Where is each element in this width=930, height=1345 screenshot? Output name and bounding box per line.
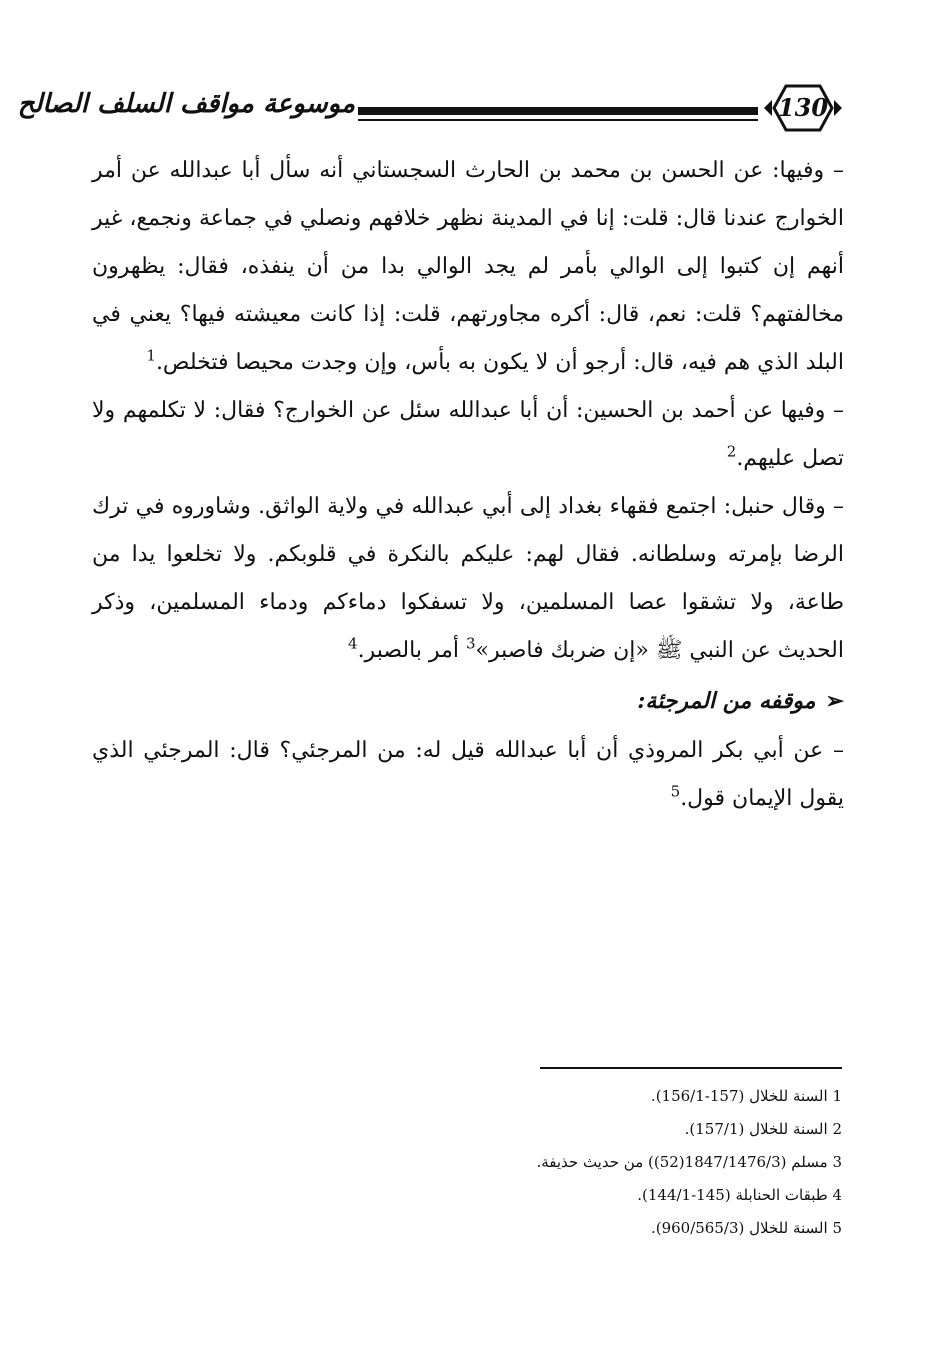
footnote-source: السنة للخلال (749, 1219, 828, 1237)
section-heading (92, 677, 844, 725)
footnote-number: 1 (832, 1087, 842, 1105)
paragraph-tail: أمر بالصبر. (357, 638, 459, 663)
footnote-number: 2 (832, 1120, 842, 1138)
footnote-source: طبقات الحنابلة (735, 1186, 828, 1204)
paragraph-4 (92, 727, 844, 823)
footnote-4 (450, 1179, 842, 1212)
footnote-location: (960/565/3). (650, 1219, 745, 1237)
footnote-location: (157-156/1). (650, 1087, 745, 1105)
section-heading-text: موقفه من المرجئة: (637, 688, 816, 714)
page-header (17, 76, 845, 146)
footnote-separator (540, 1067, 842, 1069)
page-number-badge (762, 78, 844, 138)
footnote-5 (450, 1212, 842, 1245)
footnote-number: 4 (832, 1186, 842, 1204)
footnote-number: 3 (832, 1153, 842, 1171)
footnote-reference[interactable]: 3 (465, 634, 476, 653)
footnote-1 (450, 1080, 842, 1113)
footnote-3 (450, 1146, 842, 1179)
footnote-location: (157/1). (684, 1120, 745, 1138)
paragraph-2 (92, 387, 844, 483)
footnote-source: السنة للخلال (749, 1120, 828, 1138)
footnotes (450, 1080, 842, 1245)
paragraph-1 (92, 147, 844, 387)
footnote-location: (145-144/1). (637, 1186, 731, 1204)
footnote-source: مسلم (791, 1153, 828, 1171)
footnote-reference[interactable]: 1 (146, 346, 156, 365)
header-rule-thin (358, 119, 758, 121)
paragraph-text: – وفيها: عن الحسن بن محمد بن الحارث السجستاني أنه سأل أبا عبدالله عن أمر الخوارج عندنا قال: قلت: إنا في المدينة نظهر خلافهم ونصلي في جماعة ونجمع، غير أنهم إن كتبوا إلى الوالي بأمر لم يجد الوالي بدا من أن ينفذه، فقال: يظهرون مخالفتهم؟ قلت: نعم، قال: أكره مجاورتهم، قلت: إذا كانت معيشته فيها؟ يعني في البلد الذي هم فيه، قال: أرجو أن لا يكون به بأس، وإن وجدت محيصا فتخلص. (92, 158, 844, 375)
footnote-reference[interactable]: 5 (670, 782, 681, 801)
paragraph-text: – وفيها عن أحمد بن الحسين: أن أبا عبدالله سئل عن الخوارج؟ فقال: لا تكلمهم ولا تصل عليهم. (92, 398, 844, 471)
footnote-location: (1847/1476/3(52)) من حديث حذيفة. (536, 1153, 787, 1171)
paragraph-text: – عن أبي بكر المروذي أن أبا عبدالله قيل له: من المرجئي؟ قال: المرجئي الذي يقول الإيمان قول. (92, 738, 844, 811)
body-text (92, 147, 844, 823)
page-number: 130 (777, 93, 829, 122)
series-title: موسوعة مواقف السلف الصالح (17, 89, 355, 119)
footnote-reference[interactable]: 4 (348, 634, 358, 653)
footnote-source: السنة للخلال (749, 1087, 828, 1105)
footnote-number: 5 (832, 1219, 842, 1237)
footnote-2 (450, 1113, 842, 1146)
paragraph-3 (92, 483, 844, 675)
header-rule-thick (358, 107, 758, 115)
footnote-reference[interactable]: 2 (726, 442, 737, 461)
paragraph-text: – وقال حنبل: اجتمع فقهاء بغداد إلى أبي عبدالله في ولاية الواثق. وشاوروه في ترك الرضا بإمرته وسلطانه. فقال لهم: عليكم بالنكرة في قلوبكم. ولا تخلعوا يدا من طاعة، ولا تشقوا عصا المسلمين، ولا تسفكوا دماءكم ودماء المسلمين، وذكر الحديث عن النبي ﷺ «إن ضربك فاصبر» (92, 494, 844, 663)
arrow-bullet-icon: ➢ (825, 688, 844, 714)
